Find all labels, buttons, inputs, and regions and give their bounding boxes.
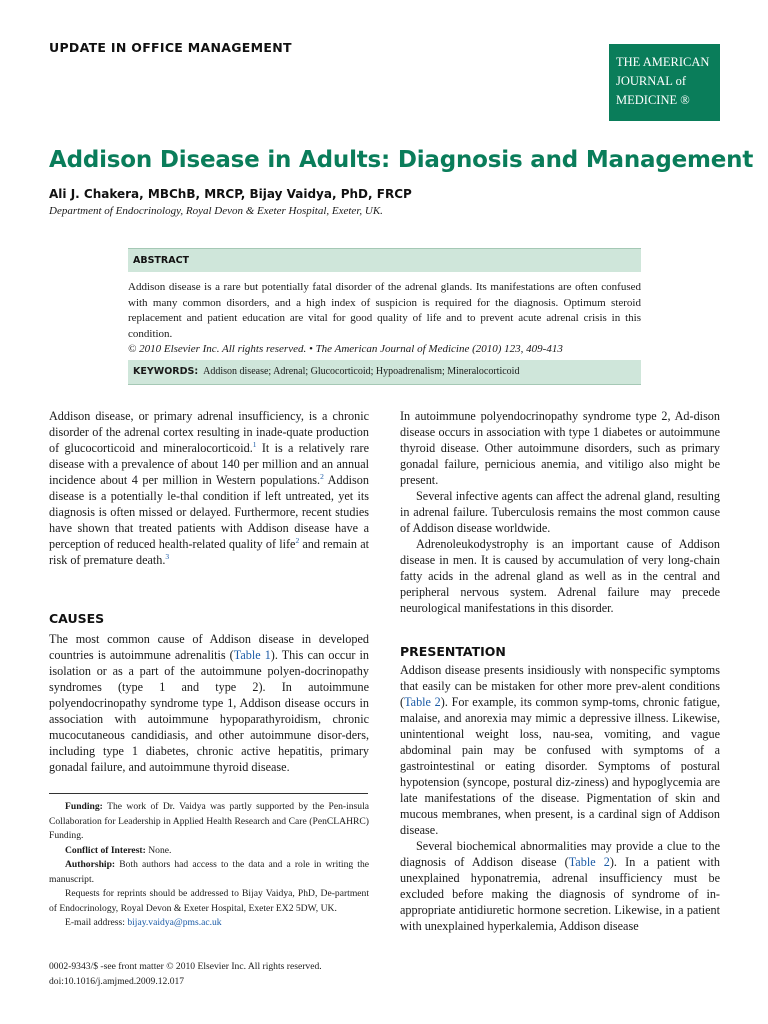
email-link[interactable]: bijay.vaidya@pms.ac.uk — [127, 917, 222, 928]
ref-3[interactable]: 3 — [165, 551, 170, 561]
presentation-paragraph-2 — [400, 838, 720, 934]
logo-line-1: THE AMERICAN — [616, 55, 710, 69]
causes-continued — [400, 408, 720, 616]
intro-paragraph — [49, 408, 369, 568]
ref-1[interactable]: 1 — [252, 439, 257, 449]
intro-text-1: Addison disease, or primary adrenal insufficiency, is a chronic disorder of the adrenal cortex resulting in inade-quate production of glucocorticoid and mineralocorticoid. — [49, 409, 369, 455]
logo-line-2: JOURNAL of — [616, 74, 687, 88]
keywords-label: KEYWORDS: — [133, 366, 199, 377]
ref-2b[interactable]: 2 — [295, 535, 300, 545]
footnotes — [49, 800, 369, 931]
causes-heading: CAUSES — [49, 611, 105, 626]
abstract-copyright: © 2010 Elsevier Inc. All rights reserved. • The American Journal of Medicine (2010) 123, 409-413 — [128, 343, 563, 355]
intro-text-3: Addison disease is a potentially le-thal condition if left untreated, yet its diagnosis is often missed or delayed. Furthermore, recent studies have shown that treated patients with Addison disease have a perception of reduced health-related quality of life — [49, 473, 369, 551]
reprints-note: Requests for reprints should be addressed to Bijay Vaidya, PhD, De-partment of Endocrinology, Royal Devon & Exeter Hospital, Exeter EX2 5DW, UK. — [49, 888, 369, 914]
funding-label: Funding: — [65, 801, 103, 812]
coi-label: Conflict of Interest: — [65, 844, 146, 856]
bottom-matter — [49, 959, 322, 989]
ref-2[interactable]: 2 — [320, 471, 324, 481]
funding-text: The work of Dr. Vaidya was partly supported by the Pen-insula Collaboration for Leadership in Applied Health Research and Care (PenCLAHRC) Funding. — [49, 801, 369, 841]
email-label: E-mail address: — [65, 917, 128, 928]
causes-paragraph-3: Several infective agents can affect the adrenal gland, resulting in adrenal failure. Tuberculosis remains the most common cause of Addison disease worldwide. — [400, 489, 720, 535]
article-title: Addison Disease in Adults: Diagnosis and Management — [49, 147, 754, 173]
causes-text-1b: ). This can occur in isolation or as a part of the autoimmune polyen-docrinopathy syndromes (type 1 and type 2). In autoimmune polyendocrinopathy syndrome type 1, Addison disease occurs in association with autoimmune hypoparathyroidism, chronic mucocutaneous candidiasis, and other autoimmune disor-ders, including type 1 diabetes, chronic active hepatitis, primary gonadal failure, and autoimmune thyroid disease. — [49, 648, 369, 774]
presentation-text-1b: ). For example, its common symp-toms, chronic fatigue, malaise, and anorexia may mimic a depressive illness. Likewise, unintentional weight loss, nau-sea, vomiting, and vague abdominal pain may be confused with symptoms of a gastrointestinal or eating disorder. Symptoms of postural hypotension (syncope, postural diz-ziness) and hypoglycemia are late manifestations of the disease. Pigmentation of skin and mucous membranes, when present, is a cardinal sign of Addison disease. — [400, 695, 720, 837]
footnote-divider — [49, 793, 368, 794]
presentation-section — [400, 662, 720, 934]
causes-text-1a: The most common cause of Addison disease in developed countries is autoimmune adrenalitis ( — [49, 632, 369, 662]
table-2-link-2[interactable]: Table 2 — [568, 855, 610, 869]
intro-text-2: It is a relatively rare disease with a prevalence of about 140 per million and an annual incidence about 4 per million in Western populations. — [49, 441, 370, 487]
causes-paragraph-2: In autoimmune polyendocrinopathy syndrome type 2, Ad-dison disease occurs in association with type 1 diabetes or autoimmune thyroid disease. Other autoimmune disorders, such as primary gonadal failure, pernicious anemia, and vitiligo also might be present. — [400, 409, 720, 487]
abstract-text: Addison disease is a rare but potentially fatal disorder of the adrenal glands. Its manifestations are often confused with many common disorders, and a high index of suspicion is required for the diagnosis. Optimum steroid replacement and patient education are vital for good quality of life and to prevent acute adrenal crisis in this condition. — [128, 281, 641, 340]
causes-paragraph-1 — [49, 631, 369, 775]
article-authors: Ali J. Chakera, MBChB, MRCP, Bijay Vaidya, PhD, FRCP — [49, 187, 412, 201]
table-1-link[interactable]: Table 1 — [233, 648, 271, 662]
abstract-box — [128, 248, 641, 385]
presentation-text-2a: Several biochemical abnormalities may provide a clue to the diagnosis of Addison disease ( — [400, 839, 720, 869]
table-2-link[interactable]: Table 2 — [404, 695, 441, 709]
presentation-heading: PRESENTATION — [400, 644, 506, 659]
email-note — [49, 916, 369, 931]
keywords-bar — [128, 360, 641, 385]
presentation-text-1a: Addison disease presents insidiously with nonspecific symptoms that easily can be mistaken for other more prev-alent conditions ( — [400, 663, 720, 709]
presentation-text-2b: ). In a patient with unexplained hyponatremia, adrenal insufficiency must be excluded before making the diagnosis of syndrome of in-appropriate antidiuretic hormone secretion. Likewise, in a patient with unexplained hyperkalemia, Addison disease — [400, 855, 720, 933]
authorship-note — [49, 858, 369, 887]
authorship-label: Authorship: — [65, 859, 116, 870]
authorship-text: Both authors had access to the data and a role in writing the manuscript. — [49, 859, 369, 885]
journal-logo — [609, 44, 720, 121]
causes-paragraph-4: Adrenoleukodystrophy is an important cause of Addison disease in men. It is caused by accumulation of very long-chain fatty acids in the adrenal gland as well as in the central and peripheral nervous system. Adrenal failure may precede neurological manifestations in this disorder. — [400, 537, 720, 615]
section-label: UPDATE IN OFFICE MANAGEMENT — [49, 40, 292, 55]
logo-line-3: MEDICINE ® — [616, 93, 690, 107]
issn-line: 0002-9343/$ -see front matter © 2010 Elsevier Inc. All rights reserved. — [49, 961, 322, 972]
presentation-paragraph-1 — [400, 662, 720, 838]
author-affiliation: Department of Endocrinology, Royal Devon & Exeter Hospital, Exeter, UK. — [49, 205, 383, 217]
coi-text: None. — [145, 844, 172, 856]
keywords-value: Addison disease; Adrenal; Glucocorticoid; Hypoadrenalism; Mineralocorticoid — [203, 366, 520, 377]
abstract-heading: ABSTRACT — [128, 248, 641, 272]
intro-text-4: and remain at risk of premature death. — [49, 537, 369, 567]
coi-note — [49, 844, 369, 859]
doi-line: doi:10.1016/j.amjmed.2009.12.017 — [49, 976, 185, 987]
funding-note — [49, 800, 369, 844]
